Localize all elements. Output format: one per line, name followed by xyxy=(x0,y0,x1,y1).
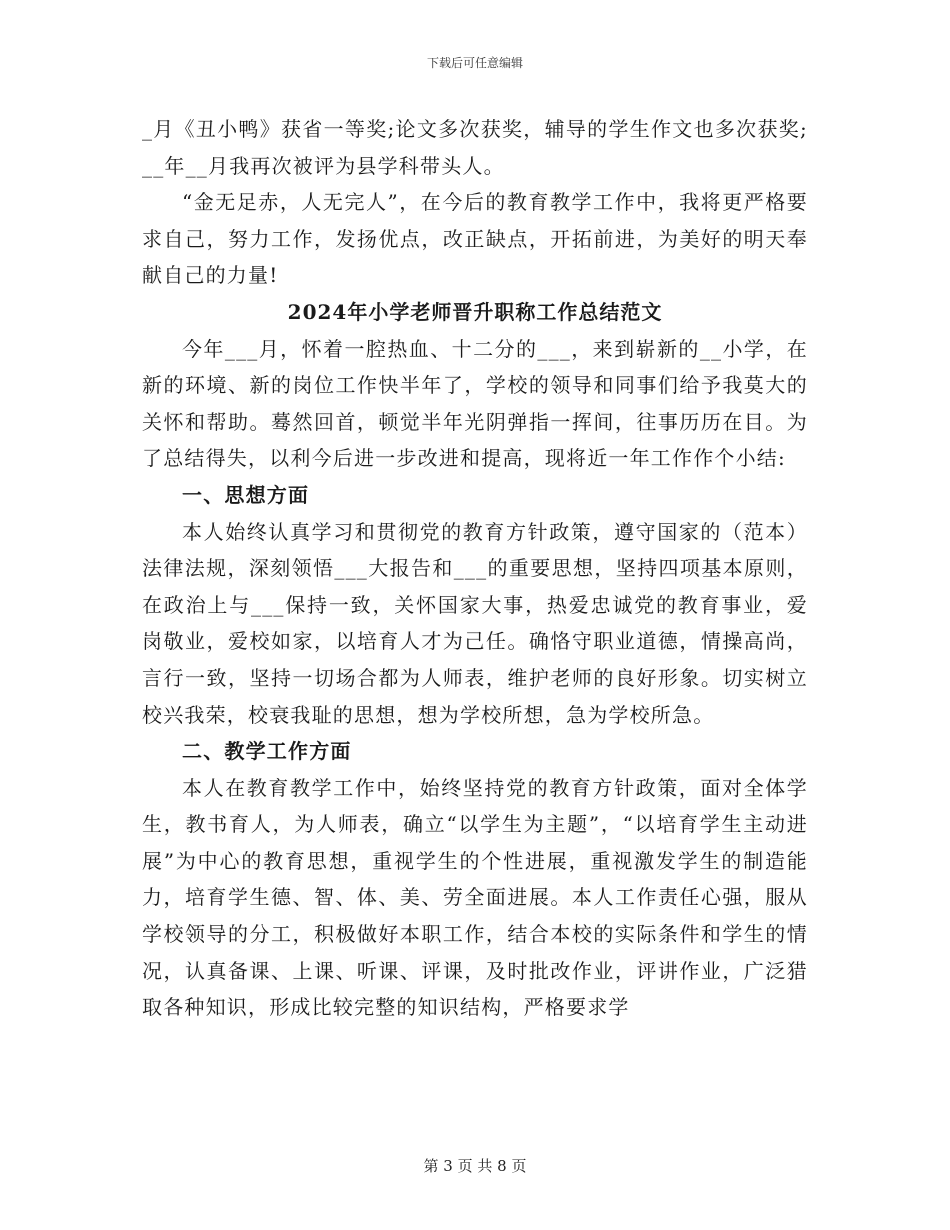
paragraph-closing-remarks: “金无足赤，人无完人”，在今后的教育教学工作中，我将更严格要求自己，努力工作，发扬优点，改正缺点，开拓前进，为美好的明天奉献自己的力量! xyxy=(142,190,808,288)
section-heading-ideology: 一、思想方面 xyxy=(182,482,310,507)
document-title: 2024年小学老师晋升职称工作总结范文 xyxy=(287,299,663,324)
document-body xyxy=(142,111,808,1026)
header-note: 下载后可任意编辑 xyxy=(426,56,523,70)
paragraph-introduction: 今年___月，怀着一腔热血、十二分的___，来到崭新的__小学，在新的环境、新的岗位工作快半年了，学校的领导和同事们给予我莫大的关怀和帮助。蓦然回首，顿觉半年光阴弹指一挥间，往事历历在目。为了总结得失，以利今后进一步改进和提高，现将近一年工作作个小结: xyxy=(142,336,808,471)
section-heading-teaching: 二、教学工作方面 xyxy=(182,739,352,764)
paragraph-teaching: 本人在教育教学工作中，始终坚持党的教育方针政策，面对全体学生，教书育人，为人师表，确立“以学生为主题”，“以培育学生主动进展”为中心的教育思想，重视学生的个性进展，重视激发学生的制造能力，培育学生德、智、体、美、劳全面进展。本人工作责任心强，服从学校领导的分工，积极做好本职工作，结合本校的实际条件和学生的情况，认真备课、上课、听课、评课，及时批改作业，评讲作业，广泛猎取各种知识，形成比较完整的知识结构，严格要求学 xyxy=(142,775,808,1020)
paragraph-award-continuation: _月《丑小鸭》获省一等奖;论文多次获奖，辅导的学生作文也多次获奖;__年__月我再次被评为县学科带头人。 xyxy=(142,117,808,178)
page-number: 第 3 页 共 8 页 xyxy=(423,1157,527,1175)
paragraph-ideology: 本人始终认真学习和贯彻党的教育方针政策，遵守国家的（范本）法律法规，深刻领悟___大报告和___的重要思想，坚持四项基本原则，在政治上与___保持一致，关怀国家大事，热爱忠诚党的教育事业，爱岗敬业，爱校如家，以培育人才为己任。确恪守职业道德，情操高尚，言行一致，坚持一切场合都为人师表，维护老师的良好形象。切实树立校兴我荣，校衰我耻的思想，想为学校所想，急为学校所急。 xyxy=(142,519,808,727)
